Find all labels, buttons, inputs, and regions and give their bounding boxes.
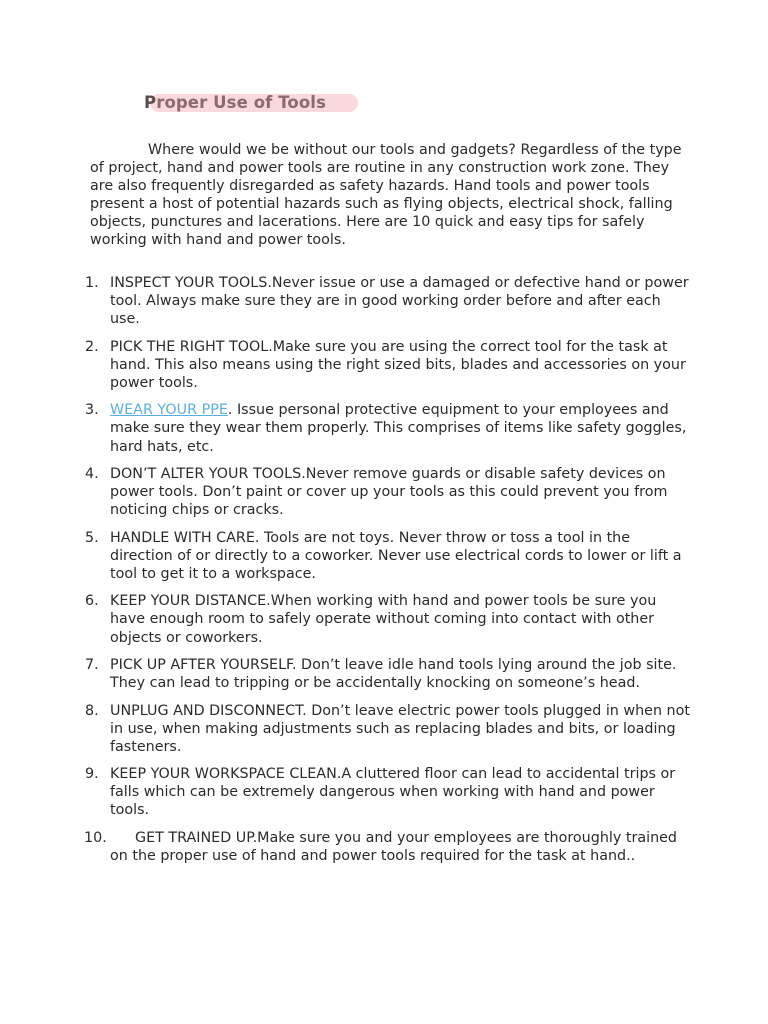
tip-text: HANDLE WITH CARE. Tools are not toys. Never throw or toss a tool in the direction of or directly to a coworker. Never use electrical cords to lower or lift a tool to get it to a workspace.: [110, 529, 682, 582]
tip-item-2: [85, 338, 690, 392]
tip-text: INSPECT YOUR TOOLS.Never issue or use a damaged or defective hand or power tool. Always make sure they are in good working order before and after each use.: [110, 275, 689, 328]
tip-number: 7.: [85, 657, 99, 674]
tip-number: 3.: [85, 402, 99, 419]
tip-text: . Issue personal protective equipment to your employees and make sure they wear them properly. This comprises of items like safety goggles, hard hats, etc.: [110, 402, 687, 455]
tip-item-5: [85, 529, 690, 583]
intro-text: Where would we be without our tools and gadgets? Regardless of the type of project, hand and power tools are routine in any construction work zone. They are also frequently disregarded as safety hazards. Hand tools and power tools present a host of potential hazards such as flying objects, electrical shock, falling objects, punctures and lacerations. Here are 10 quick and easy tips for safely working with hand and power tools.: [90, 142, 682, 249]
tip-item-3: [85, 401, 690, 455]
tip-item-10: [85, 829, 690, 865]
tip-text: KEEP YOUR DISTANCE.When working with hand and power tools be sure you have enough room to safely operate without coming into contact with other objects or coworkers.: [110, 593, 657, 646]
tip-text: KEEP YOUR WORKSPACE CLEAN.A cluttered floor can lead to accidental trips or falls which can be extremely dangerous when working with hand and power tools.: [110, 766, 676, 819]
tip-item-7: [85, 656, 690, 692]
tip-number: 9.: [85, 766, 99, 783]
tip-number: 6.: [85, 593, 99, 610]
tip-number: 8.: [85, 702, 99, 719]
tip-number: 10.: [84, 829, 107, 846]
tips-list: [85, 274, 690, 875]
tip-text: DON’T ALTER YOUR TOOLS.Never remove guards or disable safety devices on power tools. Don’t paint or cover up your tools as this could prevent you from noticing chips or cracks.: [110, 466, 668, 519]
tip-item-6: [85, 592, 690, 646]
tip-item-9: [85, 765, 690, 819]
tip-text: PICK UP AFTER YOURSELF. Don’t leave idle hand tools lying around the job site. They can lead to tripping or be accidentally knocking on someone’s head.: [110, 657, 677, 692]
tip-text: GET TRAINED UP.Make sure you and your employees are thoroughly trained on the proper use of hand and power tools required for the task at hand..: [110, 829, 678, 865]
tip-text: UNPLUG AND DISCONNECT. Don’t leave electric power tools plugged in when not in use, when making adjustments such as replacing blades and bits, or loading fasteners.: [110, 702, 690, 755]
tip-text-container: [110, 402, 686, 454]
tip-item-4: [85, 465, 690, 519]
wear-your-ppe-link[interactable]: WEAR YOUR PPE: [110, 402, 228, 419]
tip-text: PICK THE RIGHT TOOL.Make sure you are using the correct tool for the task at hand. This also means using the right sized bits, blades and accessories on your power tools.: [110, 338, 686, 391]
intro-paragraph: [90, 141, 690, 250]
page-title: [144, 92, 326, 114]
tip-number: 2.: [85, 338, 99, 355]
tip-item-8: [85, 702, 690, 756]
title-block: [144, 92, 326, 114]
tip-item-1: [85, 274, 690, 328]
title-first-letter: P: [144, 93, 157, 112]
tip-number: 1.: [85, 275, 99, 291]
tip-number: 5.: [85, 529, 99, 546]
tip-number: 4.: [85, 466, 99, 483]
title-rest: roper Use of Tools: [156, 93, 326, 112]
tip-text-container: [110, 830, 677, 864]
